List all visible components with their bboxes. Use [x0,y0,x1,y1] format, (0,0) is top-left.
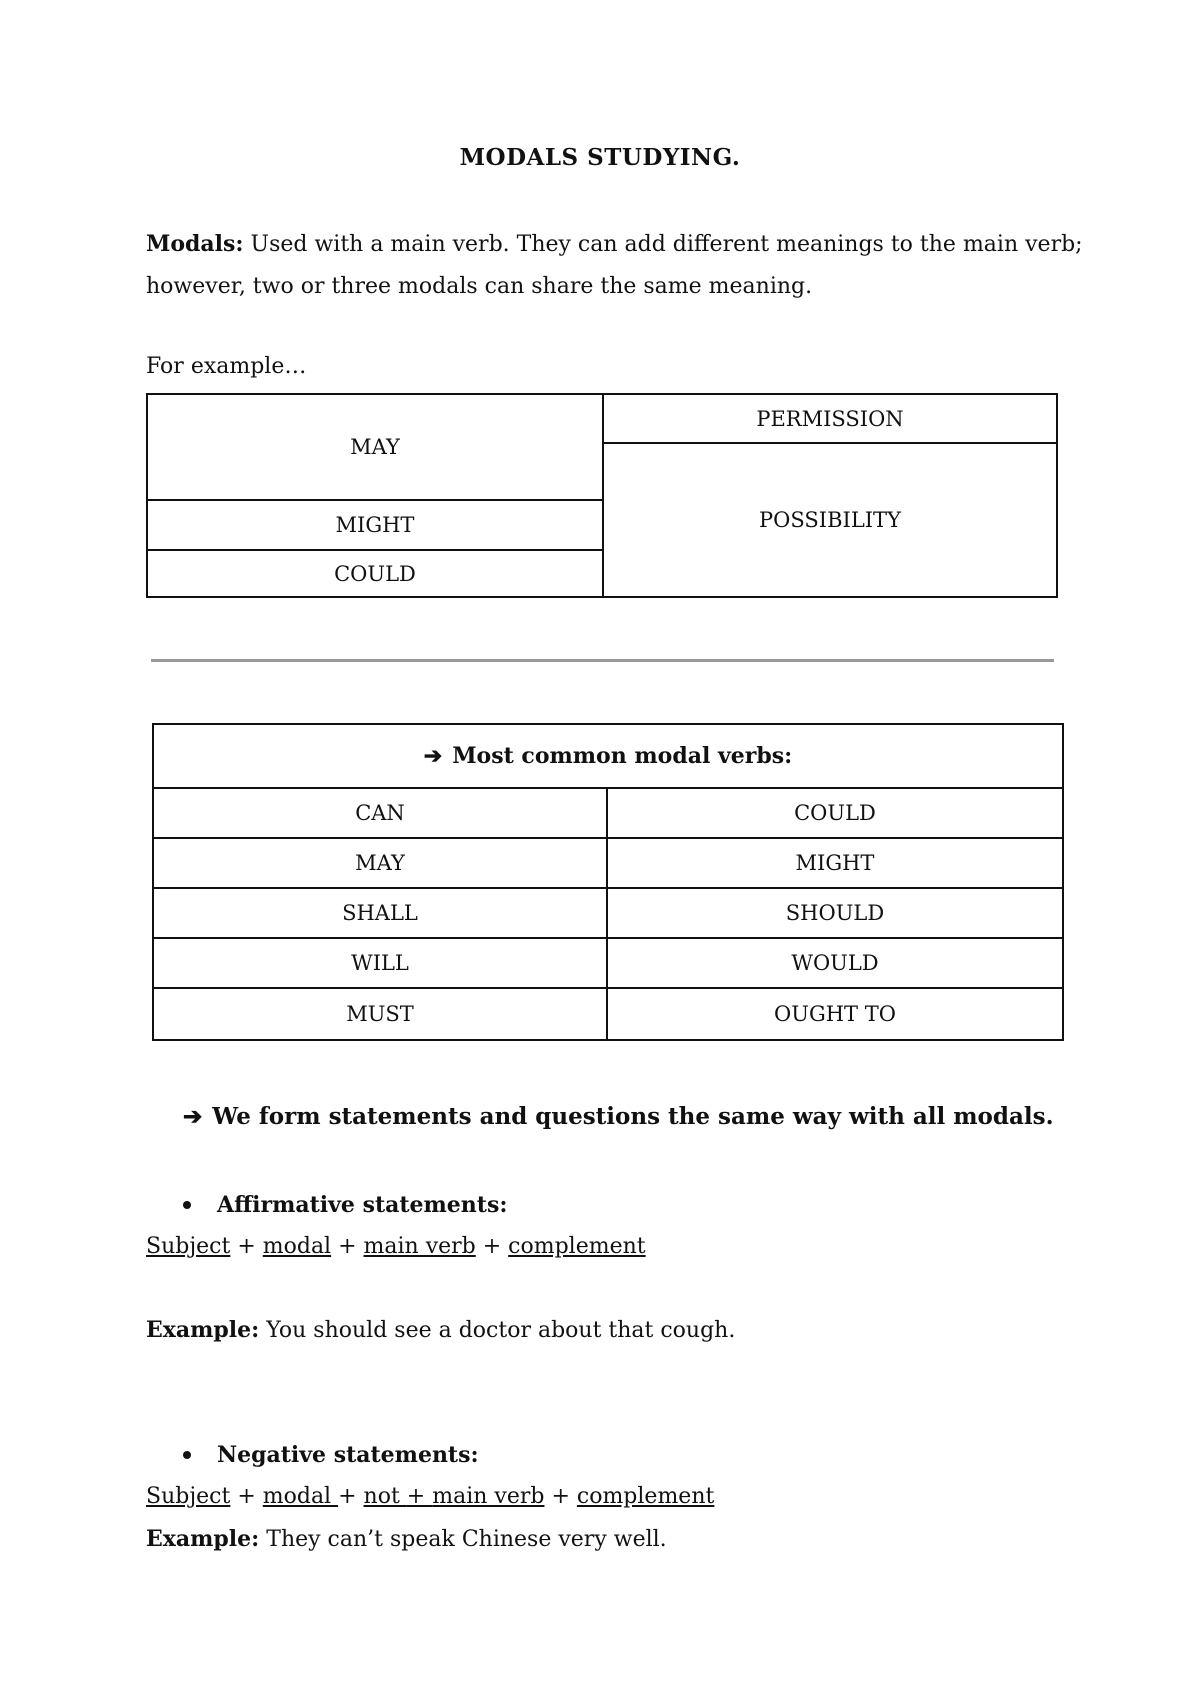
example-text: You should see a doctor about that cough. [259,1318,736,1343]
formula-part: + [544,1484,577,1509]
modal-meaning-table [146,393,1058,598]
formula-part: Subject [146,1234,231,1259]
table-cell: SHOULD [785,901,885,925]
table-cell: WILL [154,939,608,987]
cell-could: COULD [334,561,416,586]
bullet-icon [183,1451,191,1459]
affirmative-heading [183,1192,507,1218]
table-cell: MIGHT [795,851,875,875]
table-cell: COULD [794,801,876,825]
example-label: Example: [146,1526,260,1552]
formula-part: + [475,1234,509,1259]
cell-possibility: POSSIBILITY [759,508,901,532]
table-cell: MAY [154,839,608,887]
formula-part: main verb [432,1484,545,1509]
affirmative-heading-text: Affirmative statements: [217,1192,508,1218]
formula-part: + [338,1484,364,1509]
formula-part: Subject [146,1484,231,1509]
table-row [154,939,1062,989]
form-note-text: We form statements and questions the same way with all modals. [212,1103,1054,1130]
table-row [154,889,1062,939]
formula-part: complement [508,1234,646,1259]
negative-heading [183,1442,479,1468]
formula-part: + [331,1234,364,1259]
negative-heading-text: Negative statements: [217,1442,479,1468]
intro-text: Used with a main verb. They can add different meanings to the main verb; however, two or three modals can share the same meaning. [146,232,1083,299]
negative-formula [146,1484,714,1509]
arrow-icon: ➔ [183,1103,203,1130]
formula-part: not [363,1484,407,1509]
table-row [154,789,1062,839]
horizontal-rule [151,659,1054,662]
formula-part: + [230,1234,263,1259]
formula-part: + [230,1484,263,1509]
table-heading [154,725,1062,789]
bullet-icon [183,1201,191,1209]
formula-part: complement [576,1484,715,1509]
table-heading-text: Most common modal verbs: [452,743,793,769]
cell-permission: PERMISSION [756,406,904,431]
example-label: Example: [146,1317,260,1343]
intro-paragraph [146,223,1086,308]
formula-part: modal [262,1234,332,1259]
example-text: They can’t speak Chinese very well. [259,1527,667,1552]
formula-part: main verb [363,1234,476,1259]
formula-part: + [406,1484,433,1509]
cell-might: MIGHT [335,513,415,537]
table-cell: OUGHT TO [774,1002,896,1026]
table-row [154,839,1062,889]
common-modals-table [152,723,1064,1041]
table-cell: WOULD [791,951,879,975]
negative-example [146,1526,667,1552]
for-example-text: For example… [146,354,307,379]
table-row [154,989,1062,1039]
cell-may: MAY [350,435,400,459]
table-cell: CAN [154,789,608,837]
table-cell: MUST [154,989,608,1039]
affirmative-formula [146,1234,646,1259]
form-note [183,1103,1054,1130]
table-cell: SHALL [154,889,608,937]
affirmative-example [146,1317,735,1343]
intro-label: Modals: [146,231,244,257]
arrow-icon: ➔ [423,743,443,769]
formula-part: modal [262,1484,339,1509]
page-title: MODALS STUDYING. [459,144,741,171]
